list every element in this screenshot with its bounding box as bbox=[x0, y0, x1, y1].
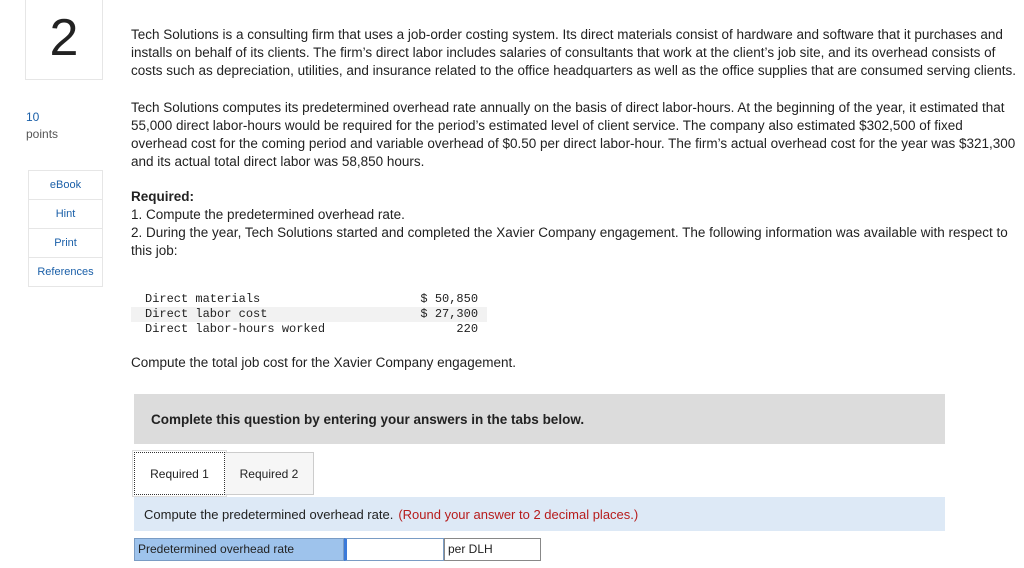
overhead-paragraph: Tech Solutions computes its predetermined overhead rate annually on the basis of direct labor-hours. At the beginning of the year, it estimated that 55,000 direct labor-hours would be required for the period’s estimated level of client service. The company also estimated $302,500 of fixed overhead cost for the coming period and variable overhead of $0.50 per direct labor-hour. The firm’s actual overhead cost for the year was $321,300 and its actual total direct labor was 58,850 hours. bbox=[131, 100, 1016, 169]
answer-instructions-banner bbox=[134, 394, 945, 444]
job-item-label: Direct materials bbox=[145, 292, 261, 306]
overhead-rate-input[interactable] bbox=[344, 538, 444, 561]
job-item-value: 220 bbox=[456, 322, 479, 336]
answer-row bbox=[134, 538, 541, 561]
answer-unit-label: per DLH bbox=[444, 538, 541, 561]
hint-link[interactable]: Hint bbox=[29, 200, 102, 229]
job-item-label: Direct labor cost bbox=[131, 307, 334, 322]
requirement-1: 1. Compute the predetermined overhead rate. bbox=[131, 207, 405, 222]
requirement-2: 2. During the year, Tech Solutions started and completed the Xavier Company engagement. The following information was available with respect to this job: bbox=[131, 225, 1008, 258]
question-number: 2 bbox=[49, 8, 79, 67]
job-item-value: $ 27,300 bbox=[334, 307, 487, 322]
answer-row-label: Predetermined overhead rate bbox=[134, 538, 344, 561]
tab-required-2[interactable]: Required 2 bbox=[225, 452, 314, 495]
answer-instructions: Complete this question by entering your answers in the tabs below. bbox=[151, 411, 585, 427]
ebook-link[interactable]: eBook bbox=[29, 171, 102, 200]
job-item-value: $ 50,850 bbox=[420, 292, 479, 306]
job-data-table bbox=[131, 292, 487, 337]
job-item-label: Direct labor-hours worked bbox=[145, 322, 326, 336]
table-row bbox=[131, 292, 487, 307]
sidebar-links bbox=[28, 170, 103, 287]
table-row bbox=[131, 322, 487, 337]
answer-tabs bbox=[134, 452, 314, 495]
table-row bbox=[131, 307, 487, 322]
rounding-note: (Round your answer to 2 decimal places.) bbox=[398, 506, 639, 522]
required-block bbox=[131, 188, 1019, 260]
points-value: 10 bbox=[26, 110, 40, 124]
compute-instruction: Compute the total job cost for the Xavier Company engagement. bbox=[131, 355, 516, 370]
required-title: Required: bbox=[131, 189, 195, 204]
references-link[interactable]: References bbox=[37, 266, 94, 278]
question-content bbox=[131, 26, 1019, 260]
tab-prompt: Compute the predetermined overhead rate. bbox=[144, 506, 394, 522]
points-label: points bbox=[26, 127, 59, 141]
question-number-box bbox=[25, 0, 103, 80]
tab-prompt-bar bbox=[134, 497, 945, 531]
print-link[interactable]: Print bbox=[29, 229, 102, 258]
intro-paragraph: Tech Solutions is a consulting firm that uses a job-order costing system. Its direct materials consist of hardware and software that it purchases and installs on behalf of its clients. The firm’s direct labor includes salaries of consultants that work at the client’s job site, and its overhead consists of costs such as depreciation, utilities, and insurance related to the office headquarters as well as the office supplies that are consumed serving clients. bbox=[131, 27, 1017, 78]
tab-required-1[interactable]: Required 1 bbox=[134, 452, 225, 495]
